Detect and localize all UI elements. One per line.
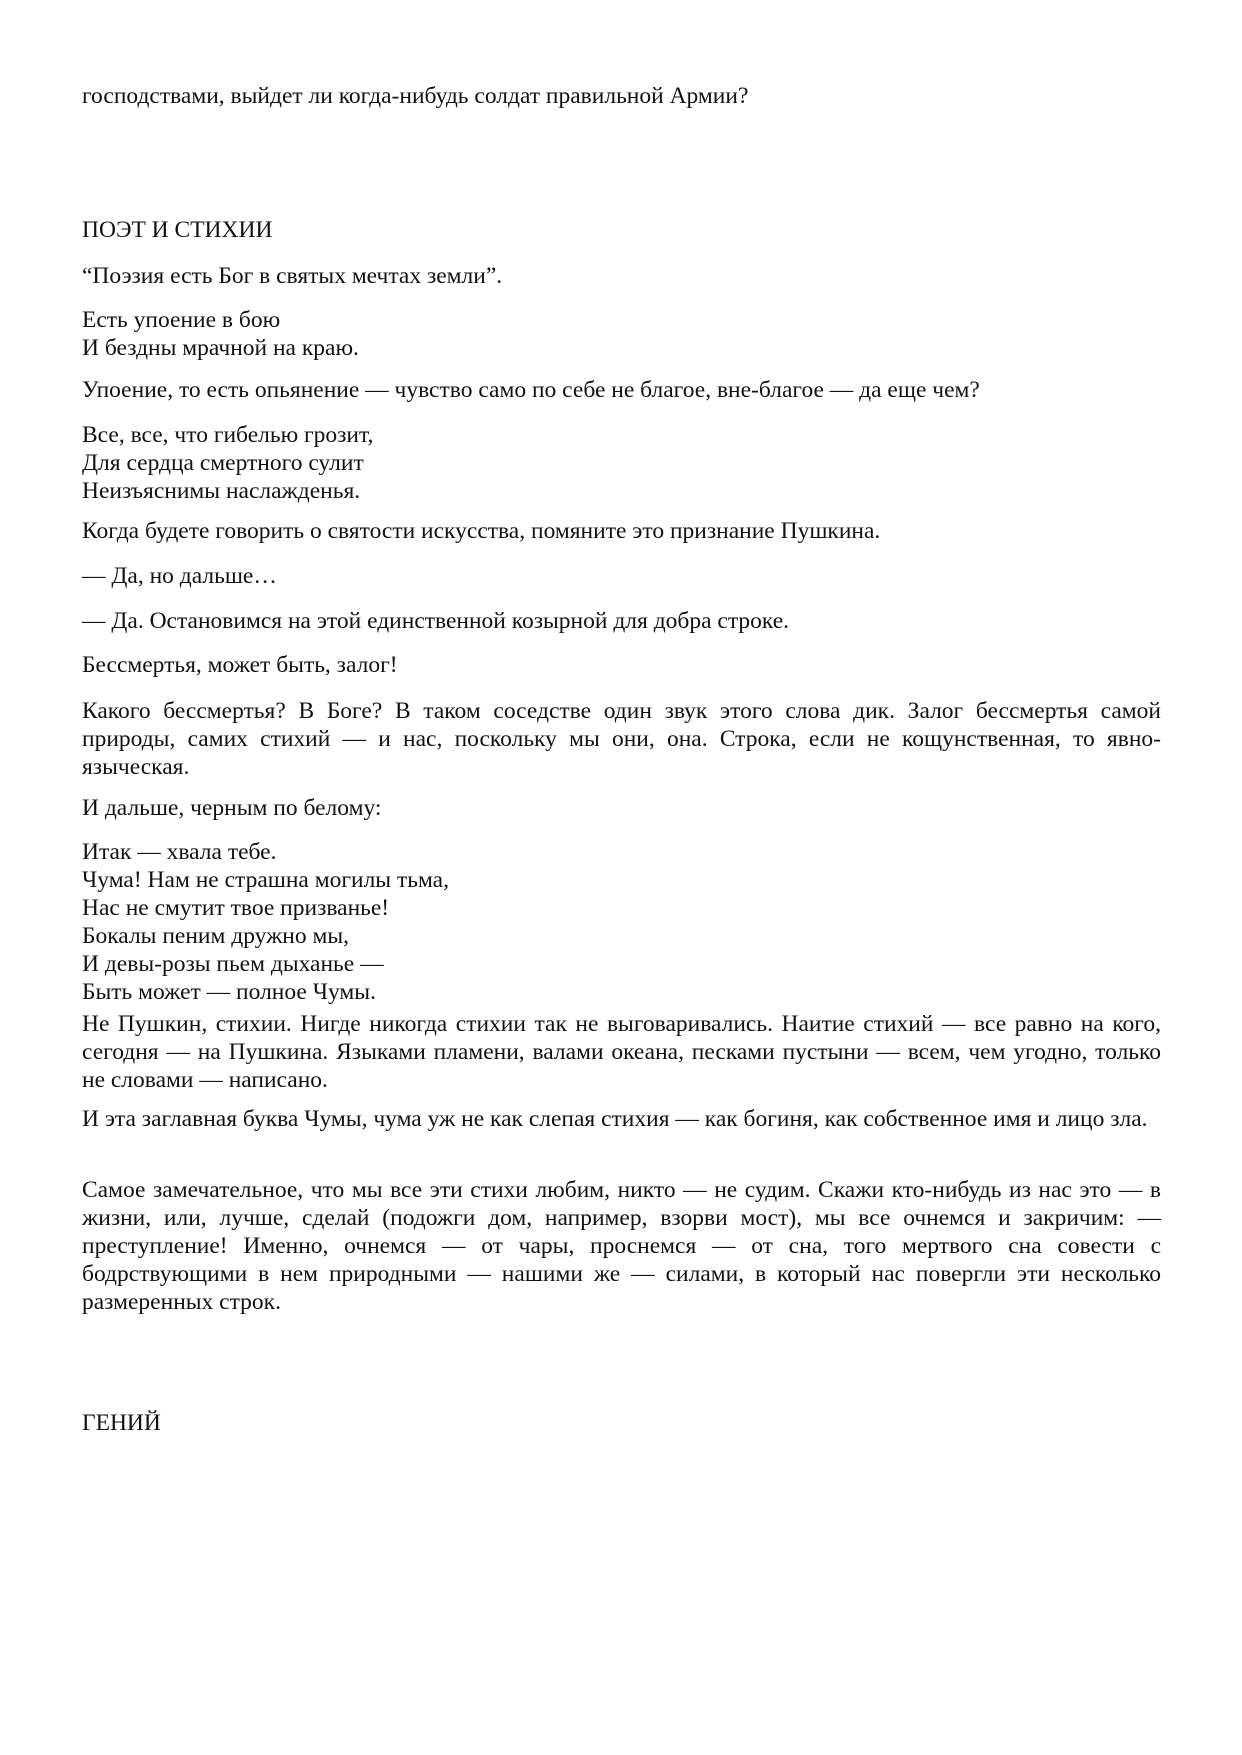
verse-line: Все, все, что гибелью грозит, (82, 422, 374, 448)
verse-line: Нас не смутит твое призванье! (82, 895, 390, 921)
verse-line: Есть упоение в бою (82, 307, 281, 333)
next-section-title: ГЕНИЙ (82, 1410, 161, 1436)
verse-stanza-2 (82, 421, 1161, 505)
top-fragment: господствами, выйдет ли когда-нибудь солдат правильной Армии? (82, 83, 749, 109)
paragraph-5: И дальше, черным по белому: (82, 795, 382, 821)
verse-line: Чума! Нам не страшна могилы тьма, (82, 867, 449, 893)
verse-stanza-1 (82, 306, 1161, 362)
paragraph-1: Упоение, то есть опьянение — чувство само по себе не благое, вне-благое — да еще чем? (82, 377, 980, 403)
verse-line: Быть может — полное Чумы. (82, 979, 376, 1005)
epigraph: “Поэзия есть Бог в святых мечтах земли”. (82, 263, 503, 289)
paragraph-8: Самое замечательное, что мы все эти стихи любим, никто — не судим. Скажи кто-нибудь из нас это — в жизни, или, лучше, сделай (подожги дом, например, взорви мост), мы все очнемся и закричим: — преступление! Именно, очнемся — от чары, проснемся — от сна, того мертвого сна совести с бодрствующими в нем природными — нашими же — силами, в который нас повергли эти несколько размеренных строк. (82, 1177, 1161, 1315)
paragraph-4: Какого бессмертья? В Боге? В таком соседстве один звук этого слова дик. Залог бессмертья самой природы, самих стихий — и нас, поскольку мы они, она. Строка, если не кощунственная, то явно-языческая. (82, 698, 1161, 780)
paragraph-6: Не Пушкин, стихии. Нигде никогда стихии так не выговаривались. Наитие стихий — все равно на кого, сегодня — на Пушкина. Языками пламени, валами океана, песками пустыни — всем, чем угодно, только не словами — написано. (82, 1011, 1161, 1093)
paragraph-7: И эта заглавная буква Чумы, чума уж не как слепая стихия — как богиня, как собственное имя и лицо зла. (82, 1106, 1148, 1132)
dialogue-line-2: — Да. Остановимся на этой единственной козырной для добра строке. (82, 608, 790, 634)
paragraph-3: Бессмертья, может быть, залог! (82, 652, 398, 678)
section-title: ПОЭТ И СТИХИИ (82, 217, 273, 243)
verse-stanza-3 (82, 838, 1161, 1006)
verse-line: И девы-розы пьем дыханье — (82, 951, 384, 977)
verse-line: Итак — хвала тебе. (82, 839, 277, 865)
verse-line: И бездны мрачной на краю. (82, 335, 359, 361)
verse-line: Неизъяснимы наслажденья. (82, 478, 361, 504)
paragraph-2: Когда будете говорить о святости искусства, помяните это признание Пушкина. (82, 518, 881, 544)
verse-line: Для сердца смертного сулит (82, 450, 364, 476)
verse-line: Бокалы пеним дружно мы, (82, 923, 350, 949)
dialogue-line-1: — Да, но дальше… (82, 563, 277, 589)
